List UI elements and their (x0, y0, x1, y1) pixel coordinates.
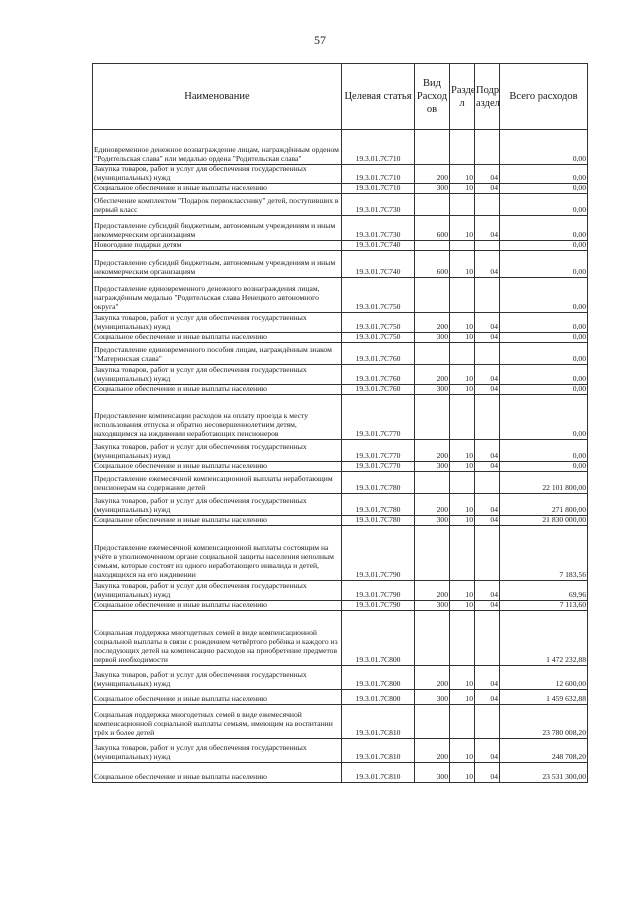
row-target-code: 19.3.01.7С710 (342, 130, 415, 165)
row-total: 0,00 (500, 193, 588, 215)
row-razdel: 10 (450, 250, 475, 277)
row-vid: 200 (415, 312, 450, 332)
table-row (93, 384, 588, 394)
row-name: Социальное обеспечение и иные выплаты населению (93, 689, 342, 704)
row-podrazdel: 04 (475, 250, 500, 277)
row-name: Социальное обеспечение и иные выплаты населению (93, 600, 342, 610)
row-target-code: 19.3.01.7С740 (342, 250, 415, 277)
row-podrazdel: 04 (475, 215, 500, 240)
header-target: Целевая статья (342, 64, 415, 130)
table-row (93, 525, 588, 580)
row-vid: 200 (415, 364, 450, 384)
row-total: 7 113,60 (500, 600, 588, 610)
row-vid: 200 (415, 738, 450, 762)
table-row (93, 689, 588, 704)
table-row (93, 471, 588, 493)
row-podrazdel (475, 130, 500, 165)
table-row (93, 600, 588, 610)
table-row (93, 332, 588, 342)
row-total: 0,00 (500, 130, 588, 165)
row-razdel: 10 (450, 439, 475, 461)
row-vid (415, 471, 450, 493)
row-total: 0,00 (500, 439, 588, 461)
row-total: 1 459 632,88 (500, 689, 588, 704)
row-vid: 300 (415, 332, 450, 342)
row-vid (415, 610, 450, 665)
row-podrazdel: 04 (475, 515, 500, 525)
row-podrazdel (475, 525, 500, 580)
row-razdel (450, 394, 475, 439)
table-row (93, 165, 588, 184)
row-target-code: 19.3.01.7С770 (342, 394, 415, 439)
row-total: 23 531 300,00 (500, 762, 588, 782)
row-podrazdel: 04 (475, 665, 500, 689)
row-vid: 300 (415, 600, 450, 610)
row-target-code: 19.3.01.7С750 (342, 312, 415, 332)
row-podrazdel: 04 (475, 165, 500, 184)
row-total: 0,00 (500, 240, 588, 250)
row-target-code: 19.3.01.7С770 (342, 439, 415, 461)
row-name: Социальное обеспечение и иные выплаты населению (93, 332, 342, 342)
row-vid: 300 (415, 515, 450, 525)
row-razdel: 10 (450, 461, 475, 471)
row-total: 0,00 (500, 250, 588, 277)
row-razdel: 10 (450, 493, 475, 515)
row-total: 0,00 (500, 165, 588, 184)
row-total: 0,00 (500, 342, 588, 364)
row-razdel (450, 240, 475, 250)
table-row (93, 364, 588, 384)
row-razdel: 10 (450, 665, 475, 689)
row-podrazdel: 04 (475, 439, 500, 461)
row-total: 1 472 232,88 (500, 610, 588, 665)
row-total: 69,96 (500, 580, 588, 600)
row-target-code: 19.3.01.7С750 (342, 277, 415, 312)
table-header-row (93, 64, 588, 130)
table-row (93, 610, 588, 665)
row-podrazdel: 04 (475, 183, 500, 193)
table-row (93, 515, 588, 525)
row-name: Новогодние подарки детям (93, 240, 342, 250)
row-vid (415, 394, 450, 439)
row-total: 0,00 (500, 394, 588, 439)
header-vid: Вид Расход ов (415, 64, 450, 130)
table-row (93, 250, 588, 277)
row-podrazdel (475, 277, 500, 312)
table-row (93, 183, 588, 193)
table-row (93, 240, 588, 250)
row-vid: 300 (415, 461, 450, 471)
row-razdel (450, 277, 475, 312)
row-target-code: 19.3.01.7С760 (342, 342, 415, 364)
row-name: Закупка товаров, работ и услуг для обеспечения государственных (муниципальных) нужд (93, 738, 342, 762)
row-name: Закупка товаров, работ и услуг для обеспечения государственных (муниципальных) нужд (93, 439, 342, 461)
row-vid: 300 (415, 384, 450, 394)
row-vid: 600 (415, 250, 450, 277)
row-target-code: 19.3.01.7С740 (342, 240, 415, 250)
row-vid: 200 (415, 665, 450, 689)
row-target-code: 19.3.01.7С790 (342, 600, 415, 610)
table-row (93, 312, 588, 332)
row-razdel (450, 130, 475, 165)
row-podrazdel: 04 (475, 332, 500, 342)
page-number: 57 (314, 33, 326, 47)
row-razdel: 10 (450, 384, 475, 394)
table-row (93, 215, 588, 240)
row-vid (415, 277, 450, 312)
row-target-code: 19.3.01.7С790 (342, 580, 415, 600)
row-target-code: 19.3.01.7С800 (342, 689, 415, 704)
table-body (93, 130, 588, 783)
row-total: 0,00 (500, 461, 588, 471)
row-name: Предоставление ежемесячной компенсационной выплаты неработающим пенсионерам на содержание детей (93, 471, 342, 493)
row-razdel (450, 610, 475, 665)
row-name: Закупка товаров, работ и услуг для обеспечения государственных (муниципальных) нужд (93, 580, 342, 600)
row-razdel: 10 (450, 364, 475, 384)
row-name: Социальное обеспечение и иные выплаты населению (93, 515, 342, 525)
budget-table (92, 63, 588, 783)
table-row (93, 394, 588, 439)
table-row (93, 493, 588, 515)
row-razdel: 10 (450, 600, 475, 610)
row-target-code: 19.3.01.7С800 (342, 665, 415, 689)
row-name: Социальное обеспечение и иные выплаты населению (93, 183, 342, 193)
table-row (93, 342, 588, 364)
header-name: Наименование (93, 64, 342, 130)
row-name: Предоставление единовременного пособия лицам, награждённым знаком "Материнская слава" (93, 342, 342, 364)
row-podrazdel: 04 (475, 384, 500, 394)
row-podrazdel: 04 (475, 762, 500, 782)
row-podrazdel: 04 (475, 600, 500, 610)
row-razdel: 10 (450, 689, 475, 704)
row-podrazdel (475, 240, 500, 250)
row-name: Единовременное денежное вознаграждение лицам, награждённым орденом "Родительская слава" или медалью ордена "Родительская слава" (93, 130, 342, 165)
row-vid: 300 (415, 762, 450, 782)
row-target-code: 19.3.01.7С730 (342, 215, 415, 240)
row-target-code: 19.3.01.7С750 (342, 332, 415, 342)
row-target-code: 19.3.01.7С780 (342, 471, 415, 493)
row-vid (415, 525, 450, 580)
row-target-code: 19.3.01.7С760 (342, 364, 415, 384)
table-row (93, 439, 588, 461)
row-total: 0,00 (500, 215, 588, 240)
row-razdel: 10 (450, 738, 475, 762)
row-vid (415, 704, 450, 738)
row-vid (415, 240, 450, 250)
row-target-code: 19.3.01.7С780 (342, 493, 415, 515)
table-row (93, 665, 588, 689)
row-name: Социальная поддержка многодетных семей в виде компенсационной социальной выплаты в связи с рождением четвёртого ребёнка и каждого из последующих детей на компенсацию расходов на приобретение предметов первой необходимости (93, 610, 342, 665)
row-name: Обеспечение комплектом "Подарок первокласснику" детей, поступивших в первый класс (93, 193, 342, 215)
header-podrazdel: Подр аздел (475, 64, 500, 130)
row-total: 0,00 (500, 364, 588, 384)
row-vid: 200 (415, 493, 450, 515)
row-podrazdel: 04 (475, 312, 500, 332)
row-podrazdel: 04 (475, 738, 500, 762)
row-target-code: 19.3.01.7С770 (342, 461, 415, 471)
row-name: Предоставление субсидий бюджетным, автономным учреждениям и иным некоммерческим организациям (93, 250, 342, 277)
row-target-code: 19.3.01.7С810 (342, 738, 415, 762)
row-target-code: 19.3.01.7С710 (342, 165, 415, 184)
table-row (93, 461, 588, 471)
row-name: Предоставление компенсации расходов на оплату проезда к месту использования отпуска и обратно несовершеннолетним детям, находящимся на иждивении неработающих пенсионеров (93, 394, 342, 439)
row-total: 0,00 (500, 384, 588, 394)
row-total: 22 101 800,00 (500, 471, 588, 493)
row-total: 7 183,56 (500, 525, 588, 580)
row-razdel: 10 (450, 762, 475, 782)
table-row (93, 277, 588, 312)
header-total: Всего расходов (500, 64, 588, 130)
row-name: Предоставление субсидий бюджетным, автономным учреждениям и иным некоммерческим организациям (93, 215, 342, 240)
row-razdel (450, 525, 475, 580)
row-podrazdel (475, 394, 500, 439)
table-row (93, 762, 588, 782)
row-razdel (450, 193, 475, 215)
row-podrazdel: 04 (475, 461, 500, 471)
row-vid: 200 (415, 439, 450, 461)
row-razdel (450, 342, 475, 364)
row-name: Закупка товаров, работ и услуг для обеспечения государственных (муниципальных) нужд (93, 665, 342, 689)
row-total: 271 800,00 (500, 493, 588, 515)
row-vid: 200 (415, 165, 450, 184)
row-razdel: 10 (450, 515, 475, 525)
row-razdel: 10 (450, 312, 475, 332)
row-name: Закупка товаров, работ и услуг для обеспечения государственных (муниципальных) нужд (93, 493, 342, 515)
row-total: 248 708,20 (500, 738, 588, 762)
row-target-code: 19.3.01.7С730 (342, 193, 415, 215)
header-razdel: Разде л (450, 64, 475, 130)
table-row (93, 130, 588, 165)
row-name: Социальная поддержка многодетных семей в виде ежемесячной компенсационной социальной выплаты семьям, имеющим на воспитании трёх и более детей (93, 704, 342, 738)
row-podrazdel (475, 471, 500, 493)
row-podrazdel (475, 704, 500, 738)
row-razdel: 10 (450, 580, 475, 600)
row-name: Закупка товаров, работ и услуг для обеспечения государственных (муниципальных) нужд (93, 165, 342, 184)
row-podrazdel (475, 342, 500, 364)
row-vid: 600 (415, 215, 450, 240)
row-name: Закупка товаров, работ и услуг для обеспечения государственных (муниципальных) нужд (93, 364, 342, 384)
row-total: 23 780 008,20 (500, 704, 588, 738)
row-name: Социальное обеспечение и иные выплаты населению (93, 384, 342, 394)
row-vid: 300 (415, 183, 450, 193)
table-row (93, 738, 588, 762)
row-total: 21 830 000,00 (500, 515, 588, 525)
row-vid (415, 130, 450, 165)
row-vid (415, 342, 450, 364)
row-total: 12 600,00 (500, 665, 588, 689)
row-target-code: 19.3.01.7С710 (342, 183, 415, 193)
row-total: 0,00 (500, 277, 588, 312)
row-podrazdel: 04 (475, 493, 500, 515)
row-target-code: 19.3.01.7С780 (342, 515, 415, 525)
row-razdel: 10 (450, 183, 475, 193)
row-target-code: 19.3.01.7С800 (342, 610, 415, 665)
row-razdel: 10 (450, 332, 475, 342)
row-podrazdel (475, 193, 500, 215)
row-target-code: 19.3.01.7С810 (342, 762, 415, 782)
row-podrazdel: 04 (475, 580, 500, 600)
row-podrazdel: 04 (475, 689, 500, 704)
row-vid: 200 (415, 580, 450, 600)
table-row (93, 704, 588, 738)
table-row (93, 193, 588, 215)
row-target-code: 19.3.01.7С790 (342, 525, 415, 580)
row-podrazdel (475, 610, 500, 665)
row-name: Предоставление ежемесячной компенсационной выплаты состоящим на учёте в уполномоченном органе социальной защиты населения неполным семьям, которые состоят из одного неработающего инвалида и детей, находящихся на его иждивении (93, 525, 342, 580)
row-vid: 300 (415, 689, 450, 704)
row-podrazdel: 04 (475, 364, 500, 384)
row-razdel: 10 (450, 215, 475, 240)
row-razdel (450, 704, 475, 738)
table-row (93, 580, 588, 600)
row-name: Предоставление единовременного денежного вознаграждения лицам, награждённым медалью "Родительская слава Ненецкого автономного округа" (93, 277, 342, 312)
row-razdel (450, 471, 475, 493)
row-name: Социальное обеспечение и иные выплаты населению (93, 461, 342, 471)
row-vid (415, 193, 450, 215)
row-total: 0,00 (500, 312, 588, 332)
row-name: Социальное обеспечение и иные выплаты населению (93, 762, 342, 782)
row-name: Закупка товаров, работ и услуг для обеспечения государственных (муниципальных) нужд (93, 312, 342, 332)
row-razdel: 10 (450, 165, 475, 184)
row-total: 0,00 (500, 183, 588, 193)
row-total: 0,00 (500, 332, 588, 342)
row-target-code: 19.3.01.7С810 (342, 704, 415, 738)
row-target-code: 19.3.01.7С760 (342, 384, 415, 394)
